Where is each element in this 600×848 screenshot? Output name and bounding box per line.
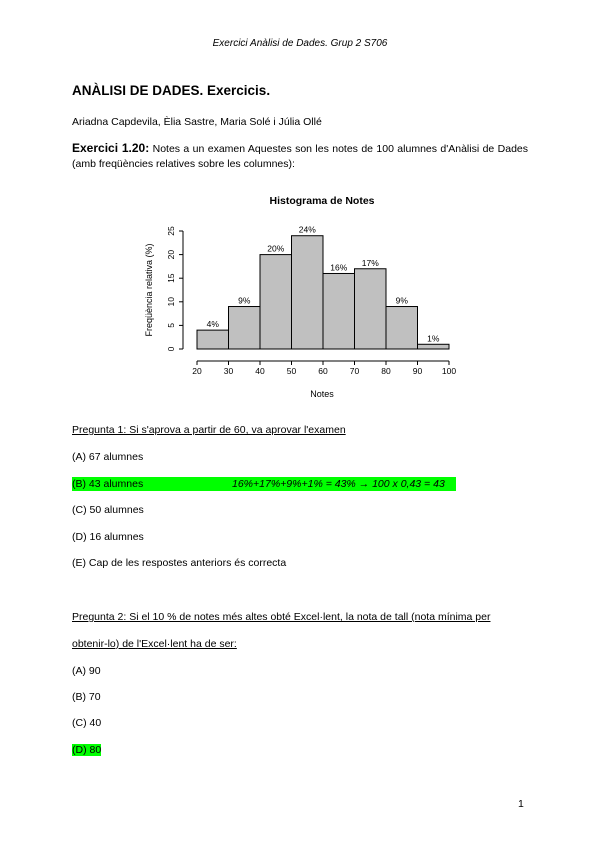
q2-option-b: (B) 70	[72, 691, 101, 703]
x-tick-label: 20	[192, 366, 202, 376]
histogram-bar	[323, 273, 355, 349]
histogram-bar	[260, 255, 292, 349]
q1-answer-calculation: 16%+17%+9%+1% = 43% → 100 x 0,43 = 43	[232, 478, 445, 490]
x-tick-label: 30	[223, 366, 234, 376]
histogram-bar	[418, 344, 450, 349]
x-tick-label: 100	[441, 366, 457, 376]
y-tick-label: 0	[166, 346, 176, 352]
bar-label: 4%	[206, 319, 219, 330]
histogram-bar	[386, 307, 418, 349]
x-tick-label: 80	[381, 366, 391, 376]
question-1: Pregunta 1: Si s'aprova a partir de 60, va aprovar l'examen	[72, 424, 346, 436]
x-tick-label: 40	[255, 366, 265, 376]
x-tick-label: 90	[412, 366, 423, 376]
exercise-text: Notes a un examen Aquestes son les notes de 100 alumnes d'Anàlisi de Dades (amb freqüències relatives sobre les columnes):	[72, 143, 528, 170]
q2-option-d: (D) 80	[72, 744, 102, 756]
x-tick-label: 50	[286, 366, 297, 376]
bar-label: 16%	[330, 262, 348, 273]
page-number: 1	[518, 798, 524, 810]
q1-option-d: (D) 16 alumnes	[72, 531, 144, 543]
bar-label: 9%	[238, 295, 251, 306]
exercise-label: Exercici 1.20:	[72, 141, 150, 155]
q1-option-b: (B) 43 alumnes	[72, 478, 144, 490]
bar-label: 9%	[395, 295, 408, 306]
y-tick-label: 20	[166, 249, 176, 260]
question-2-line-1: Pregunta 2: Si el 10 % de notes més altes obté Excel·lent, la nota de tall (nota mínima per	[72, 611, 491, 623]
question-2-line-2: obtenir-lo) de l'Excel·lent ha de ser:	[72, 638, 237, 650]
q1-option-a: (A) 67 alumnes	[72, 451, 144, 463]
authors-line: Ariadna Capdevila, Èlia Sastre, Maria Solé i Júlia Ollé	[72, 116, 322, 128]
q2-option-c: (C) 40	[72, 717, 102, 729]
bar-label: 24%	[298, 224, 316, 235]
y-axis-label: Freqüència relativa (%)	[144, 243, 154, 337]
histogram-bar	[229, 307, 261, 349]
q1-option-e: (E) Cap de les respostes anteriors és correcta	[72, 557, 287, 569]
q1-option-b-highlight	[72, 477, 456, 491]
x-axis-label: Notes	[310, 389, 334, 399]
histogram-chart	[130, 185, 470, 405]
bar-label: 1%	[427, 333, 440, 344]
histogram-bar	[197, 330, 229, 349]
histogram-bar	[292, 236, 324, 349]
y-tick-label: 5	[166, 323, 176, 328]
y-tick-label: 25	[166, 226, 176, 236]
q1-option-c: (C) 50 alumnes	[72, 504, 144, 516]
y-tick-label: 15	[166, 273, 176, 283]
y-tick-label: 10	[166, 297, 176, 307]
bar-label: 20%	[267, 243, 285, 254]
bar-label: 17%	[361, 257, 379, 268]
x-tick-label: 70	[349, 366, 360, 376]
document-title: ANÀLISI DE DADES. Exercicis.	[72, 83, 271, 98]
x-tick-label: 60	[318, 366, 328, 376]
histogram-bar	[355, 269, 387, 349]
exercise-statement	[72, 141, 528, 172]
page-header: Exercici Anàlisi de Dades. Grup 2 S706	[212, 38, 388, 49]
chart-title: Histograma de Notes	[269, 195, 375, 207]
q2-option-a: (A) 90	[72, 665, 101, 677]
